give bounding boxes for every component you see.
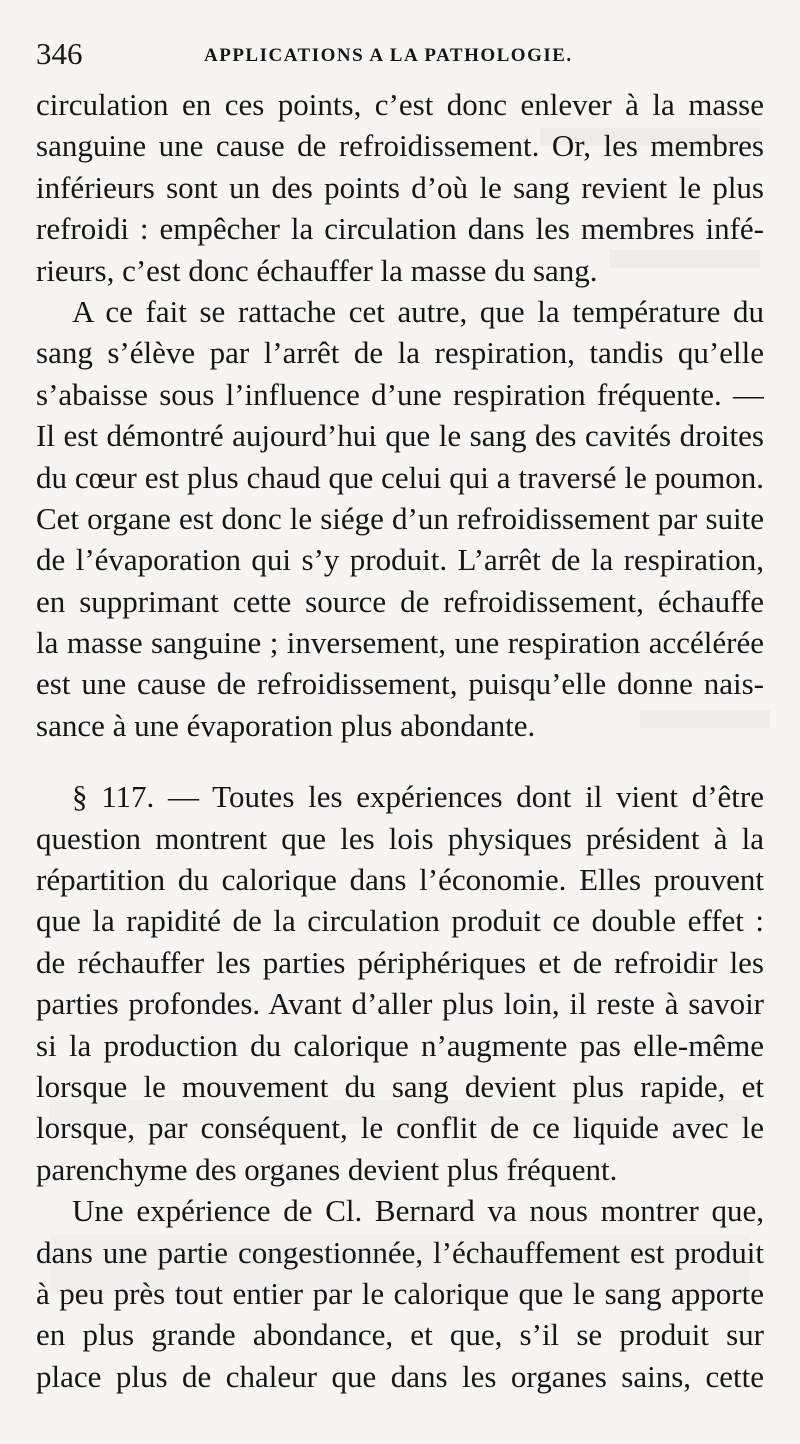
- running-title: APPLICATIONS A LA PATHOLOGIE.: [204, 45, 573, 66]
- text-line: rieurs, c’est donc échauffer la masse du sang.: [36, 252, 598, 288]
- text-line: sanguine une cause de refroidissement. Or, les membres: [36, 128, 764, 164]
- text-line: que la rapidité de la circulation produit ce double effet :: [36, 903, 764, 939]
- text-line: répartition du calorique dans l’économie. Elles prouvent: [36, 862, 764, 898]
- text-line: de réchauffer les parties périphériques et de refroidir les: [36, 944, 764, 980]
- text-line: inférieurs sont un des points d’où le sang revient le plus: [36, 169, 764, 205]
- text-line: la masse sanguine ; inversement, une respiration accélérée: [36, 625, 764, 661]
- text-line: à peu près tout entier par le calorique que le sang apporte: [36, 1275, 764, 1311]
- page-header: [36, 36, 776, 72]
- text-line: dans une partie congestionnée, l’échauffement est produit: [36, 1234, 764, 1270]
- paragraph: [36, 776, 764, 1190]
- text-line: question montrent que les lois physiques président à la: [36, 820, 764, 856]
- paragraph: [36, 1190, 764, 1397]
- text-line: refroidi : empêcher la circulation dans les membres infé-: [36, 211, 764, 247]
- text-line: circulation en ces points, c’est donc enlever à la masse: [36, 87, 764, 122]
- page-number: 346: [36, 36, 83, 71]
- text-line: place plus de chaleur que dans les organes sains, cette: [36, 1358, 764, 1394]
- text-line: § 117. — Toutes les expériences dont il vient d’être: [72, 779, 764, 815]
- paragraph: [36, 84, 764, 291]
- text-line: Une expérience de Cl. Bernard va nous montrer que,: [72, 1193, 764, 1229]
- section-gap: [36, 746, 764, 776]
- text-line: Il est démontré aujourd’hui que le sang des cavités droites: [36, 418, 764, 454]
- text-line: en plus grande abondance, et que, s’il se produit sur: [36, 1317, 764, 1353]
- text-line: sang s’élève par l’arrêt de la respiration, tandis qu’elle: [36, 335, 764, 371]
- text-line: parenchyme des organes devient plus fréquent.: [36, 1151, 618, 1187]
- text-line: Cet organe est donc le siége d’un refroidissement par suite: [36, 500, 764, 536]
- text-line: est une cause de refroidissement, puisqu’elle donne nais-: [36, 666, 764, 702]
- text-line: s’abaisse sous l’influence d’une respiration fréquente. —: [36, 376, 764, 412]
- paragraph: [36, 291, 764, 746]
- text-line: A ce fait se rattache cet autre, que la température du: [72, 293, 764, 329]
- text-line: si la production du calorique n’augmente pas elle-même: [36, 1027, 764, 1063]
- text-line: parties profondes. Avant d’aller plus loin, il reste à savoir: [36, 986, 764, 1022]
- text-line: en supprimant cette source de refroidissement, échauffe: [36, 583, 764, 619]
- body-text: [36, 84, 764, 1397]
- text-line: lorsque le mouvement du sang devient plus rapide, et: [36, 1068, 764, 1104]
- text-line: lorsque, par conséquent, le conflit de ce liquide avec le: [36, 1110, 764, 1146]
- text-line: de l’évaporation qui s’y produit. L’arrêt de la respiration,: [36, 542, 764, 578]
- text-line: du cœur est plus chaud que celui qui a traversé le poumon.: [36, 459, 764, 495]
- text-line: sance à une évaporation plus abondante.: [36, 707, 536, 743]
